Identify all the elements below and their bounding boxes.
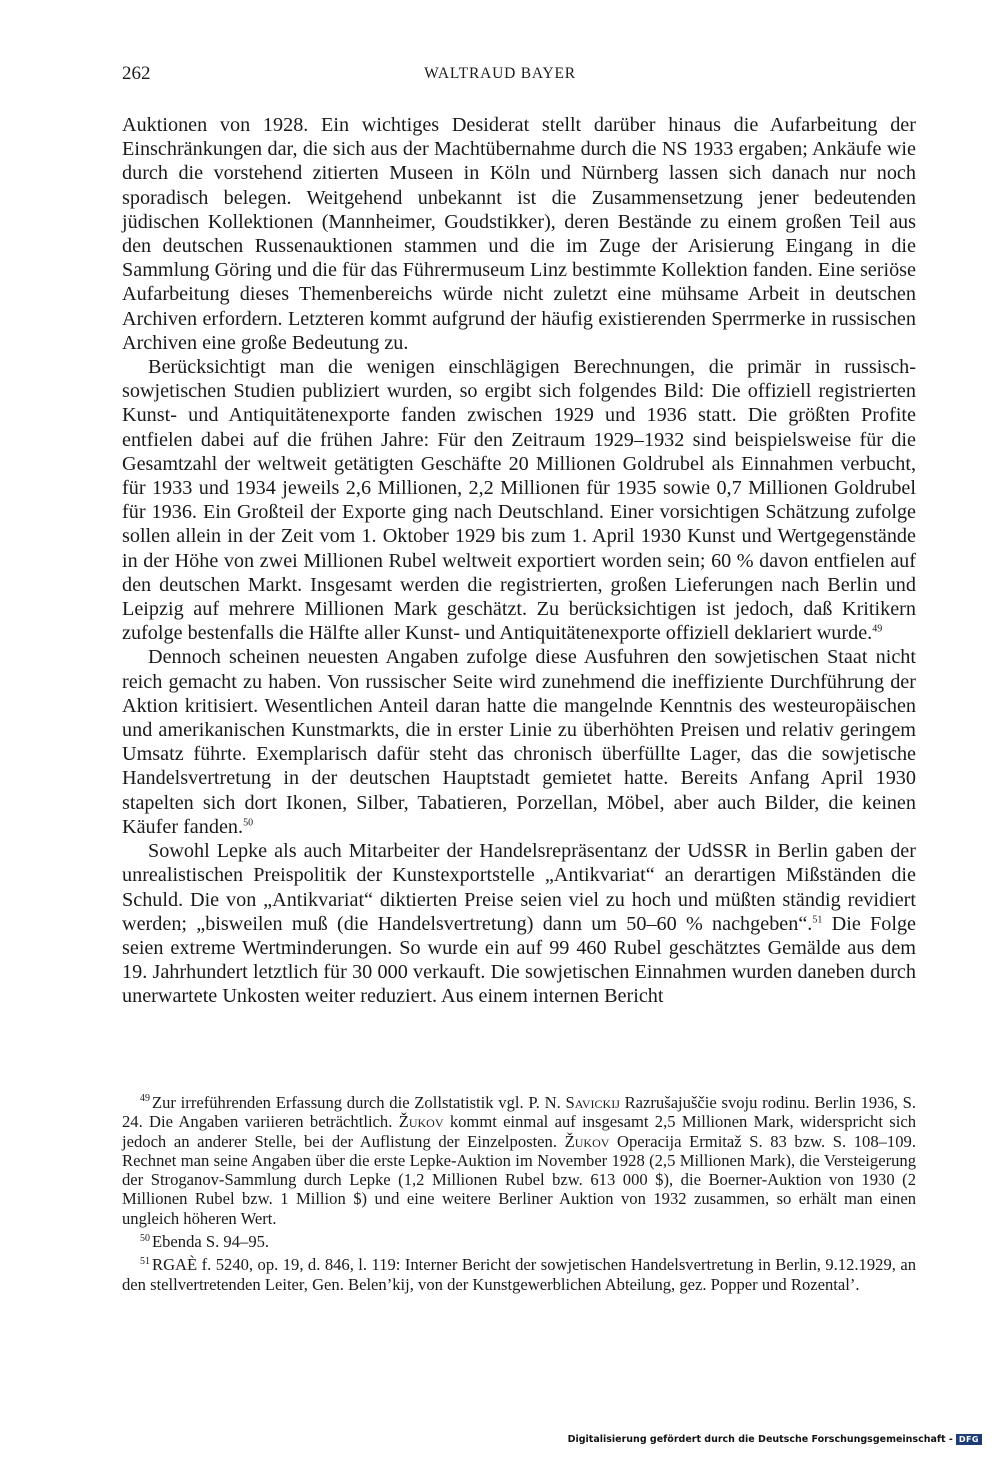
paragraph xyxy=(122,839,916,1008)
footnote-text: RGAÈ f. 5240, op. 19, d. 846, l. 119: Interner Bericht der sowjetischen Handelsvertretung in Berlin, 9.12.1929, an den stellvertretenden Leiter, Gen. Belen’kij, von der Kunstgewerblichen Abteilung, gez. Popper und Rozental’. xyxy=(122,1255,916,1294)
footnote-text: Operacija Ermitaž S. 83 bzw. S. 108–109. Rechnet man seine Angaben über die erste Lepke-Auktion im November 1928 (2,5 Millionen Mark), die Versteigerung der Stroganov-Sammlung durch Lepke (1,2 Millionen Rubel bzw. 613 000 $), die Boerner-Auktion von 1930 (2 Millionen Rubel bzw. 1 Million $) und eine weitere Berliner Auktion von 1932 zusammen, so erhält man einen ungleich höheren Wert. xyxy=(122,1131,916,1228)
paragraph xyxy=(122,355,916,645)
running-head: WALTRAUD BAYER xyxy=(424,65,576,82)
paragraph-text: Die Folge seien extreme Wertminderungen. So wurde ein auf 99 460 Rubel geschätztes Gemälde aus dem 19. Jahrhundert letztlich für 30 000 verkauft. Die sowjetischen Einnahmen wurden daneben durch unerwartete Unkosten weiter reduziert. Aus einem internen Bericht xyxy=(122,912,917,1008)
paragraph-text: Sowohl Lepke als auch Mitarbeiter der Handelsrepräsentanz der UdSSR in Berlin gaben der unrealistischen Preispolitik der Kunstexportstelle „Antikvariat“ an derartigen Mißständen die Schuld. Die von „Antikvariat“ diktierten Preise seien viel zu hoch und müßten ständig revidiert werden; „bisweilen muß (die Handelsvertretung) dann um 50–60 % nachgeben“. xyxy=(122,840,916,935)
footnote-mark: 50 xyxy=(140,1232,150,1244)
footnote-mark: 49 xyxy=(140,1093,150,1105)
paragraph xyxy=(122,645,916,839)
footnote xyxy=(122,1255,916,1294)
author-name: Savickij xyxy=(565,1093,620,1112)
digitization-credit xyxy=(568,1434,982,1445)
footnotes xyxy=(122,1093,916,1298)
footnote xyxy=(122,1232,916,1251)
footnote-text: Razrušajuščie svoju rodinu. Berlin 1936, S. 24. Die Angaben variieren beträchtlich. xyxy=(122,1093,917,1132)
footnote-ref[interactable]: 49 xyxy=(872,623,883,635)
footnote-mark: 51 xyxy=(140,1255,150,1267)
paragraph-text: Dennoch scheinen neuesten Angaben zufolge diese Ausfuhren den sowjetischen Staat nicht reich gemacht zu haben. Von russischer Seite wird zunehmend die ineffiziente Durchführung der Aktion kritisiert. Wesentlichen Anteil daran hatte die mangelnde Kenntnis des westeuropäischen und amerikanischen Kunstmarkts, die in erster Linie zu überhöhten Preisen und relativ geringem Umsatz führte. Exemplarisch dafür steht das chronisch überfüllte Lager, das die sowjetische Handelsvertretung in der deutschen Hauptstadt gemietet hatte. Bereits Anfang April 1930 stapelten sich dort Ikonen, Silber, Tabatieren, Porzellan, Möbel, aber auch Bilder, die keinen Käufer fanden. xyxy=(122,646,916,838)
footnote-ref[interactable]: 51 xyxy=(812,913,823,925)
page-number: 262 xyxy=(122,63,151,84)
dfg-logo: DFG xyxy=(956,1434,982,1445)
body-text xyxy=(122,113,916,1009)
footnote-text: kommt einmal auf insgesamt 2,5 Millionen Mark, widerspricht sich jedoch an anderer Stelle, bei der Auflistung der Einzelposten. xyxy=(122,1112,916,1151)
paragraph xyxy=(122,113,916,355)
footnote-ref[interactable]: 50 xyxy=(243,817,254,829)
footnote-text: Zur irreführenden Erfassung durch die Zollstatistik vgl. P. N. xyxy=(152,1093,561,1112)
author-name: Žukov xyxy=(398,1112,444,1132)
credit-text: Digitalisierung gefördert durch die Deutsche Forschungsgemeinschaft - xyxy=(567,1434,953,1445)
footnote-text: Ebenda S. 94–95. xyxy=(152,1232,270,1252)
paragraph-text: Berücksichtigt man die wenigen einschlägigen Berechnungen, die primär in russisch-sowjetischen Studien publiziert wurden, so ergibt sich folgendes Bild: Die offiziell registrierten Kunst- und Antiquitätenexporte fanden zwischen 1929 und 1936 statt. Die größten Profite entfielen dabei auf die frühen Jahre: Für den Zeitraum 1929–1932 sind beispielsweise für die Gesamtzahl der weltweit getätigten Geschäfte 20 Millionen Goldrubel als Einnahmen verbucht, für 1933 und 1934 jeweils 2,6 Millionen, 2,2 Millionen für 1935 sowie 0,7 Millionen Goldrubel für 1936. Ein Großteil der Exporte ging nach Deutschland. Einer vorsichtigen Schätzung zufolge sollen allein in der Zeit vom 1. Oktober 1929 bis zum 1. April 1930 Kunst und Wertgegenstände in der Höhe von zwei Millionen Rubel weltweit exportiert worden sein; 60 % davon entfielen auf den deutschen Markt. Insgesamt werden die registrierten, großen Lieferungen nach Berlin und Leipzig auf mehrere Millionen Mark geschätzt. Zu berücksichtigen ist jedoch, daß Kritikern zufolge bestenfalls die Hälfte aller Kunst- und Antiquitätenexporte offiziell deklariert wurde. xyxy=(122,356,916,645)
paragraph-text: Auktionen von 1928. Ein wichtiges Desiderat stellt darüber hinaus die Aufarbeitung der Einschränkungen dar, die sich aus der Machtübernahme durch die NS 1933 ergaben; Ankäufe wie durch die vorstehend zitierten Museen in Köln und Nürnberg lassen sich danach nur noch sporadisch belegen. Weitgehend unbekannt ist die Zusammensetzung jener bedeutenden jüdischen Kollektionen (Mannheimer, Goudstikker), deren Bestände zu einem großen Teil aus den deutschen Russenauktionen stammen und die im Zuge der Arisierung Eingang in die Sammlung Göring und die für das Führermuseum Linz bestimmte Kollektion fanden. Eine seriöse Aufarbeitung dieses Themenbereichs würde nicht zuletzt eine mühsame Arbeit in deutschen Archiven erfordern. Letzteren kommt aufgrund der häufig existierenden Sperrmerke in russischen Archiven eine große Bedeutung zu. xyxy=(122,114,916,354)
footnote xyxy=(122,1093,916,1228)
author-name: Žukov xyxy=(564,1131,610,1151)
